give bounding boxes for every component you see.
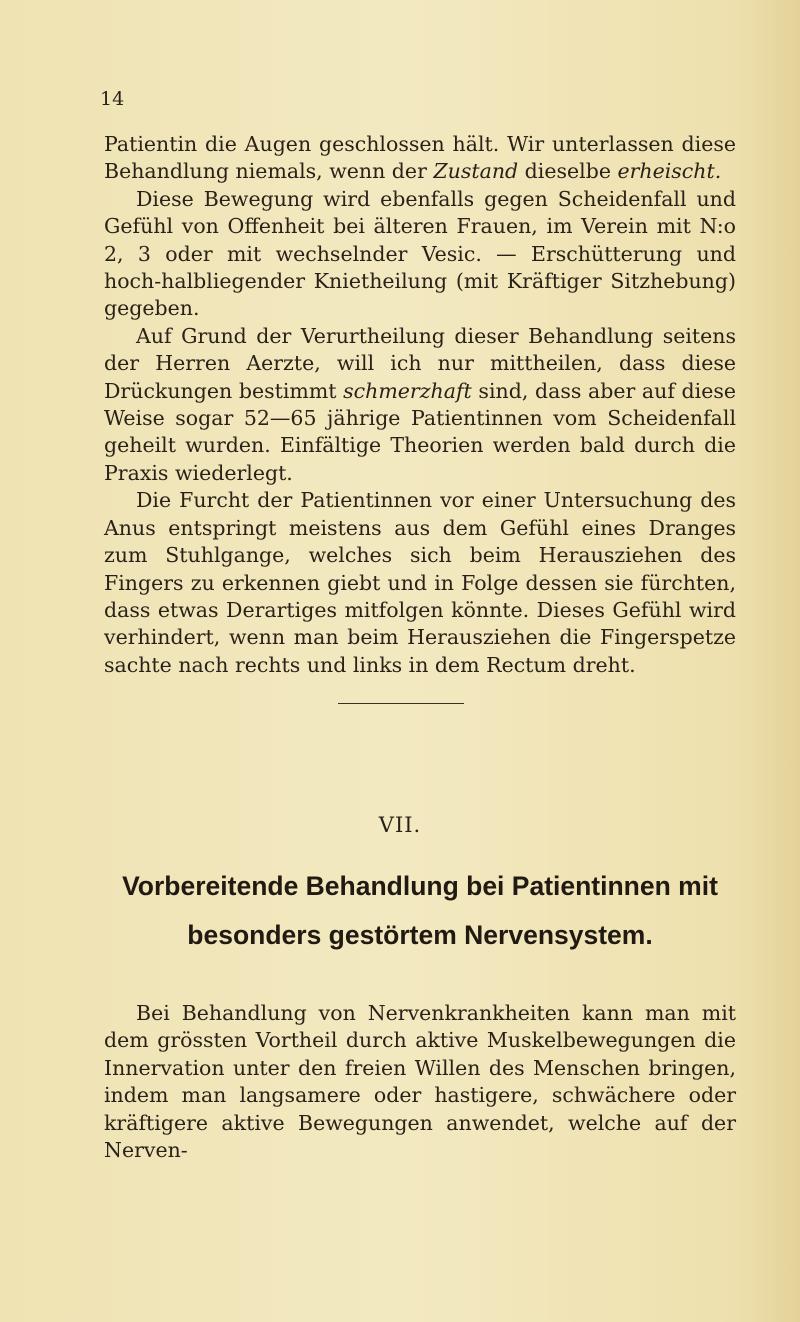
section-number: VII.	[378, 813, 422, 837]
body-text-bottom	[104, 1000, 736, 1164]
section-title-line-1: Vorbereitende Behandlung bei Patientinnen mit	[122, 871, 718, 901]
paragraph-text: Die Furcht der Patientinnen vor einer Untersuchung des Anus entspringt meistens aus dem Gefühl eines Dranges zum Stuhlgange, welches sich beim Herausziehen des Fingers zu erkennen giebt und in Folge dessen sie fürchten, dass etwas Derartiges mitfolgen könnte. Dieses Gefühl wird verhindert, wenn man beim Herausziehen die Fingerspetze sachte nach rechts und links in dem Rectum dreht.	[104, 488, 736, 677]
paragraph	[104, 131, 736, 186]
paragraph-text: Bei Behandlung von Nervenkrankheiten kann man mit dem grössten Vortheil durch aktive Muskelbewegungen die Innervation unter den freien Willen des Menschen bringen, indem man langsamere oder hastigere, schwächere oder kräftigere aktive Bewegungen anwendet, welche auf der Nerven-	[104, 1001, 736, 1163]
paragraph-text: Diese Bewegung wird ebenfalls gegen Scheidenfall und Gefühl von Offenheit bei älteren Frauen, im Verein mit N:o 2, 3 oder mit wechselnder Vesic. — Erschütterung und hoch-halbliegender Knietheilung (mit Kräftiger Sitzhebung) gegeben.	[104, 186, 736, 321]
paragraph-text: sind, dass aber auf diese Weise sogar 52—65 jährige Patientinnen vom Scheidenfall geheilt wurden. Einfältige Theorien werden bald durch die Praxis wiederlegt.	[104, 378, 736, 485]
section-divider	[338, 703, 464, 704]
emphasis-text: Zustand	[433, 159, 519, 184]
paragraph-text: Patientin die Augen geschlossen hält. Wir unterlassen diese Behandlung niemals, wenn der	[104, 132, 736, 184]
emphasis-text: erheischt.	[617, 159, 722, 184]
paragraph	[104, 487, 736, 679]
section-title-line-2: besonders gestörtem Nervensystem.	[187, 920, 653, 950]
paragraph-text: dieselbe	[518, 159, 618, 184]
body-text-top	[104, 131, 736, 679]
paragraph	[104, 186, 736, 323]
paragraph	[104, 1000, 736, 1164]
paragraph	[104, 323, 736, 487]
paragraph-text: Auf Grund der Verurtheilung dieser Behandlung seitens der Herren Aerzte, will ich nur mittheilen, dass diese Drückungen bestimmt	[104, 323, 736, 403]
page-number: 14	[100, 88, 125, 110]
emphasis-text: schmerzhaft	[343, 378, 472, 403]
